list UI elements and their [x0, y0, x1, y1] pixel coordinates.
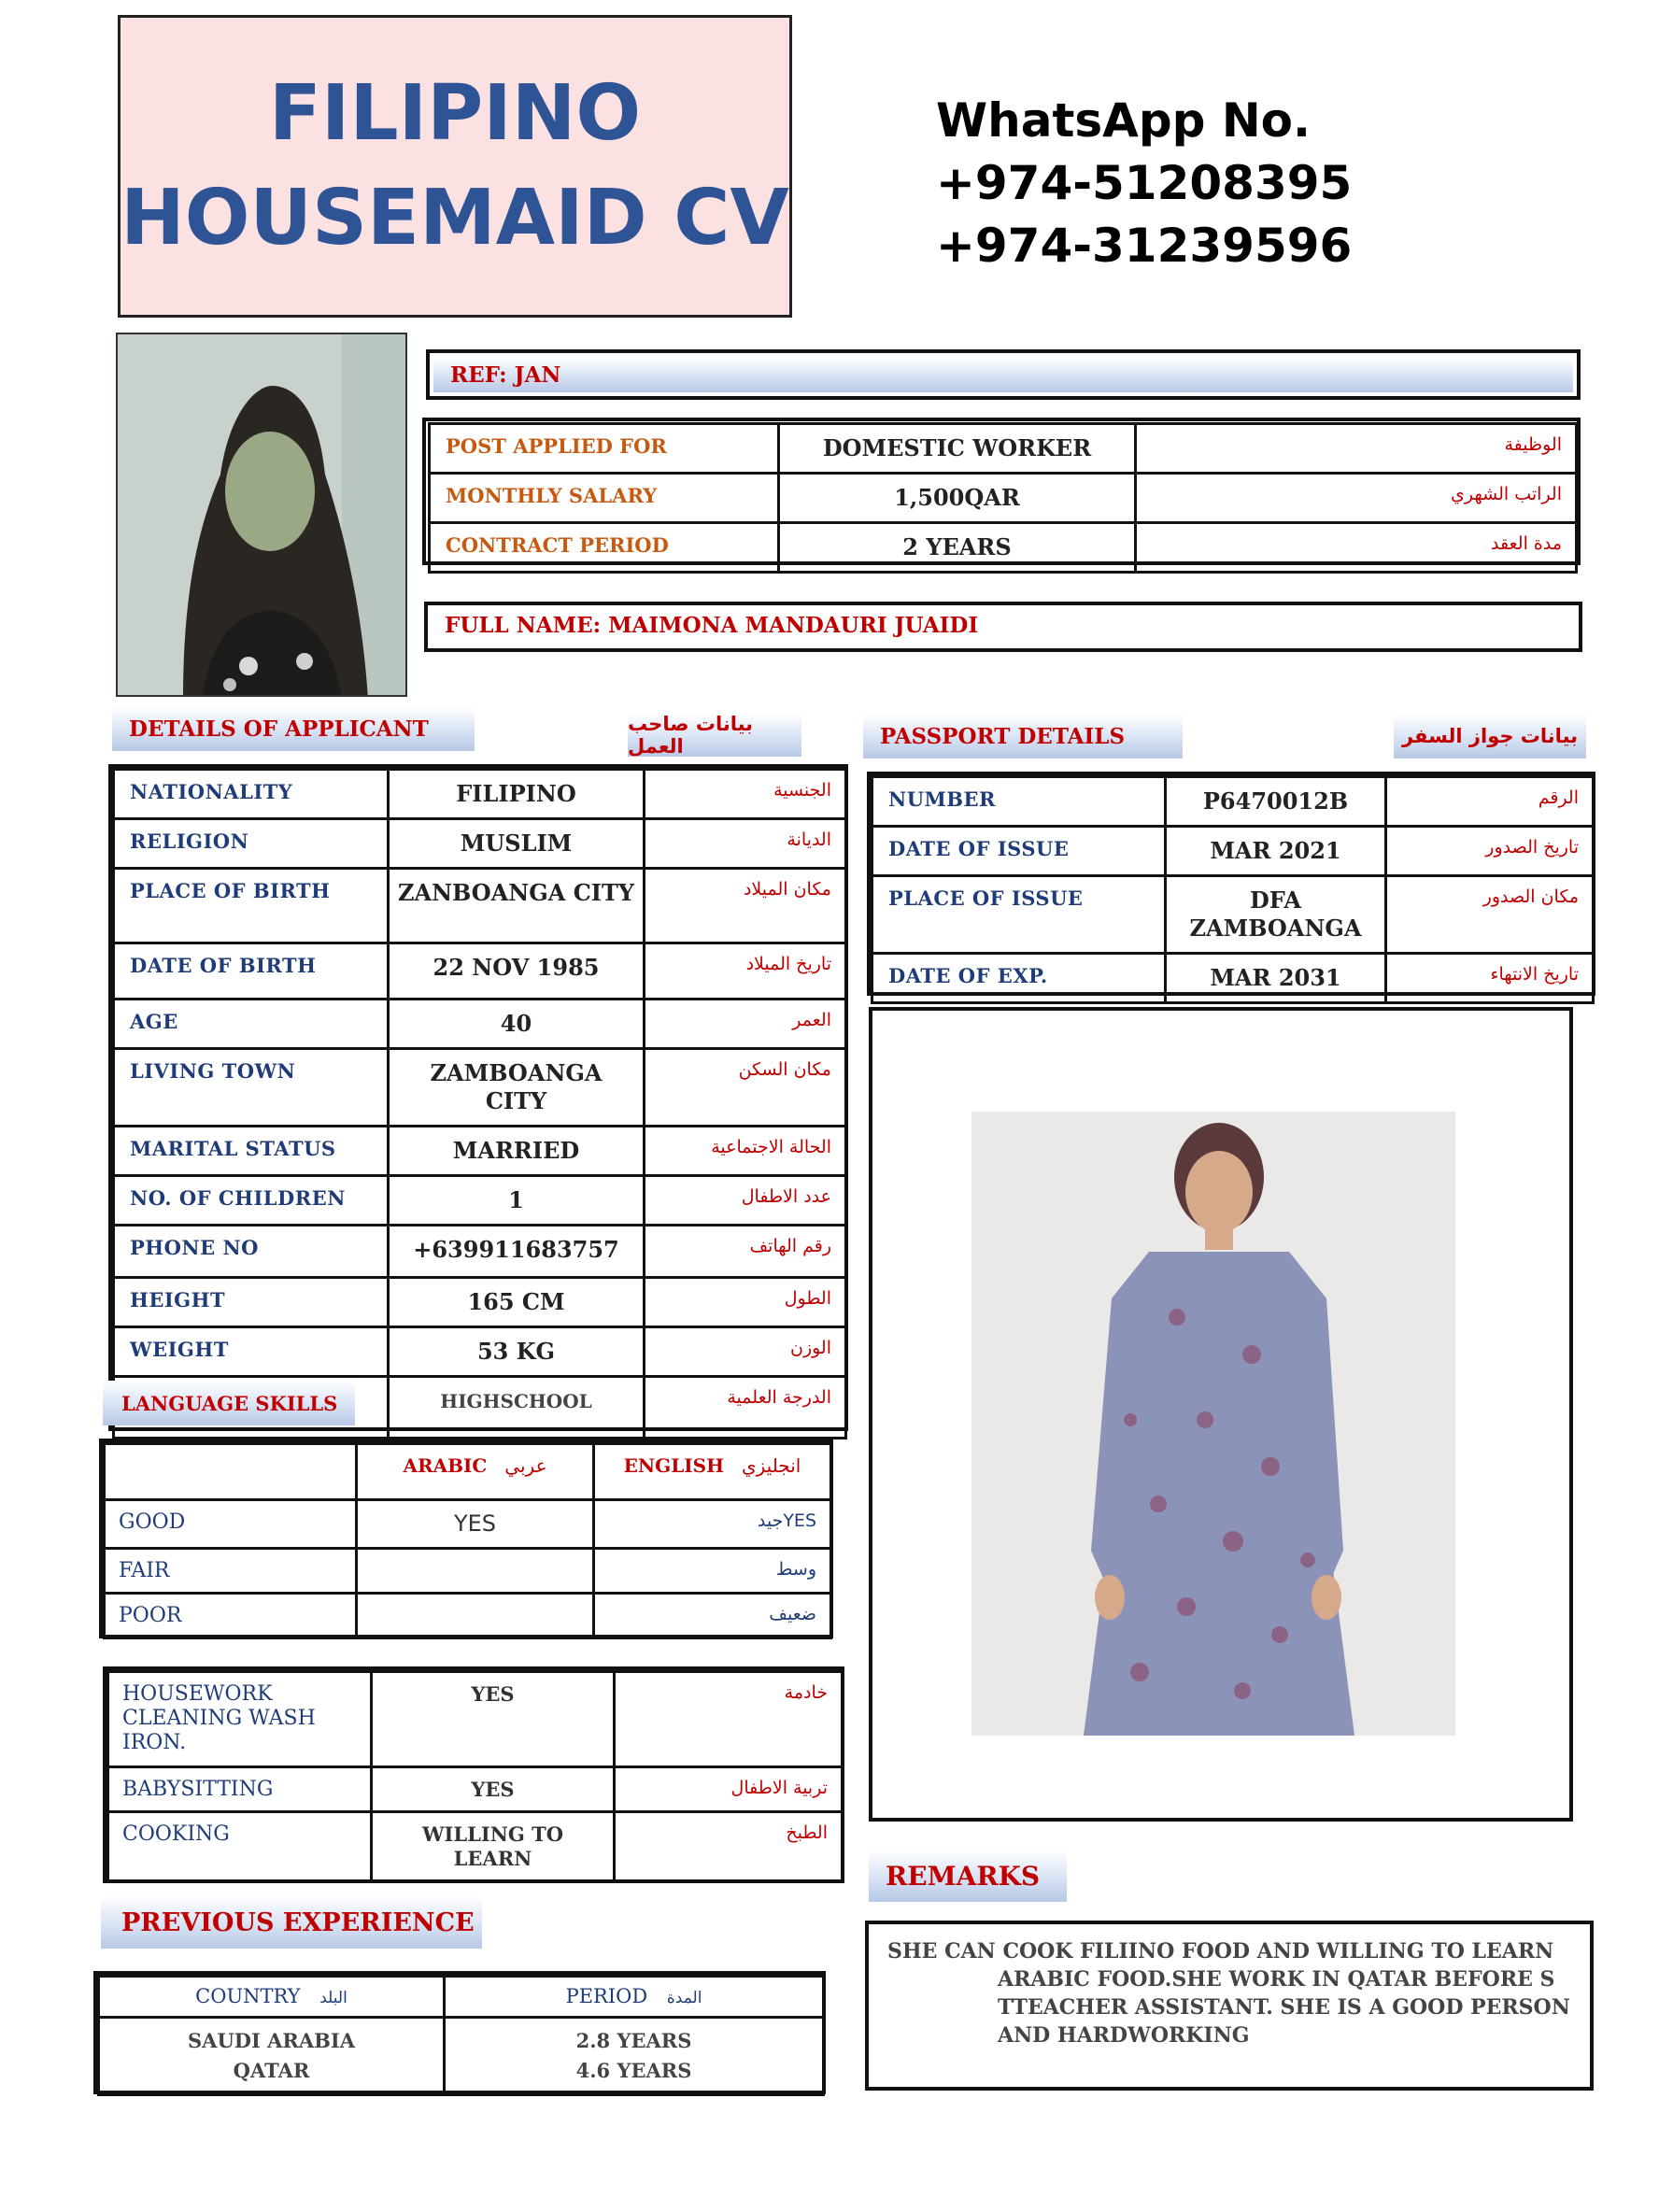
applicant-value: 53 KG: [389, 1327, 645, 1377]
language-level: FAIR: [105, 1549, 357, 1594]
table-row: [430, 474, 1577, 523]
language-header: LANGUAGE SKILLS: [103, 1381, 355, 1425]
remarks-text: SHE CAN COOK FILIINO FOOD AND WILLING TO LEARN ARABIC FOOD.SHE WORK IN QATAR BEFORE S TTEACHER ASSISTANT. SHE IS A GOOD PERSON AND HARDWORKING: [887, 1939, 1570, 2048]
applicant-label: RELIGION: [114, 819, 389, 869]
table-row: [114, 1176, 846, 1226]
applicant-value: HIGHSCHOOL: [389, 1377, 645, 1439]
table-row: [105, 1444, 831, 1500]
title-line2: HOUSEMAID CV: [121, 174, 789, 262]
skill-ar: تربية الاطفال: [615, 1767, 843, 1812]
passport-ar: الرقم: [1386, 777, 1594, 827]
job-table: [428, 422, 1578, 574]
experience-country: QATAR: [233, 2059, 310, 2082]
applicant-ar: رقم الهاتف: [645, 1226, 846, 1278]
passport-ar: مكان الصدور: [1386, 876, 1594, 954]
applicant-value: 40: [389, 1000, 645, 1049]
experience-col-period: [445, 1977, 824, 2018]
passport-ar: تاريخ الانتهاء: [1386, 954, 1594, 1003]
experience-col-country-ar: البلد: [319, 1989, 347, 2007]
applicant-ar: عدد الاطفال: [645, 1176, 846, 1226]
experience-col-country-en: COUNTRY: [195, 1985, 301, 2007]
whatsapp-block: [936, 90, 1352, 277]
passport-header-ar: بيانات جواز السفر: [1394, 714, 1586, 759]
applicant-value: MARRIED: [389, 1127, 645, 1176]
applicant-value: +639911683757: [389, 1226, 645, 1278]
experience-countries: [99, 2018, 445, 2095]
skill-value: YES: [372, 1672, 615, 1767]
language-col-english-en: ENGLISH: [623, 1454, 724, 1477]
table-row: [114, 819, 846, 869]
applicant-ar: العمر: [645, 1000, 846, 1049]
applicant-ar: مكان الميلاد: [645, 869, 846, 943]
language-col-english-ar: انجليزي: [741, 1454, 801, 1477]
applicant-label: MARITAL STATUS: [114, 1127, 389, 1176]
applicant-label: PHONE NO: [114, 1226, 389, 1278]
skill-label: HOUSEWORK CLEANING WASH IRON.: [108, 1672, 372, 1767]
table-row: [114, 943, 846, 1000]
job-label: CONTRACT PERIOD: [430, 523, 779, 573]
language-english-value: ضعيف: [594, 1594, 831, 1638]
whatsapp-number-1: +974-51208395: [936, 156, 1353, 210]
job-label: POST APPLIED FOR: [430, 424, 779, 474]
table-row: [99, 1977, 824, 2018]
applicant-ar: الدرجة العلمية: [645, 1377, 846, 1439]
applicant-value: ZANBOANGA CITY: [389, 869, 645, 943]
full-body-photo: [971, 1112, 1455, 1736]
table-row: [105, 1500, 831, 1549]
table-row: [114, 1000, 846, 1049]
experience-col-period-ar: المدة: [666, 1989, 702, 2007]
table-row: [872, 777, 1594, 827]
experience-table: [97, 1975, 825, 2096]
applicant-table: [112, 768, 847, 1439]
passport-table: [871, 775, 1595, 1004]
applicant-value: MUSLIM: [389, 819, 645, 869]
language-col-arabic-ar: عربي: [504, 1454, 547, 1477]
experience-period: 2.8 YEARS: [575, 2029, 692, 2052]
experience-col-period-en: PERIOD: [565, 1985, 648, 2007]
applicant-value: 165 CM: [389, 1278, 645, 1327]
full-name: FULL NAME: MAIMONA MANDAURI JUAIDI: [445, 613, 979, 638]
passport-ar: تاريخ الصدور: [1386, 827, 1594, 876]
job-label: MONTHLY SALARY: [430, 474, 779, 523]
applicant-label: NO. OF CHILDREN: [114, 1176, 389, 1226]
table-row: [114, 1127, 846, 1176]
language-corner-cell: [105, 1444, 357, 1500]
applicant-ar: تاريخ الميلاد: [645, 943, 846, 1000]
passport-value: DFA ZAMBOANGA: [1166, 876, 1386, 954]
skill-ar: الطبخ: [615, 1812, 843, 1882]
table-row: [114, 1327, 846, 1377]
table-row: [114, 1049, 846, 1127]
language-table: [103, 1442, 832, 1639]
applicant-value: 22 NOV 1985: [389, 943, 645, 1000]
whatsapp-number-2: +974-31239596: [936, 219, 1353, 273]
skill-label: COOKING: [108, 1812, 372, 1882]
experience-periods: [445, 2018, 824, 2095]
table-row: [108, 1767, 843, 1812]
applicant-value: FILIPINO: [389, 770, 645, 819]
applicant-label: LIVING TOWN: [114, 1049, 389, 1127]
remarks-box: [865, 1921, 1594, 2091]
experience-header: PREVIOUS EXPERIENCE: [101, 1896, 482, 1949]
table-row: [430, 424, 1577, 474]
job-value: 2 YEARS: [779, 523, 1136, 573]
table-row: [105, 1594, 831, 1638]
table-row: [872, 827, 1594, 876]
table-row: [872, 876, 1594, 954]
passport-label: PLACE OF ISSUE: [872, 876, 1166, 954]
full-body-photo-icon: [971, 1112, 1455, 1736]
applicant-ar: الوزن: [645, 1327, 846, 1377]
passport-label: NUMBER: [872, 777, 1166, 827]
portrait-photo-icon: [118, 334, 407, 697]
language-english-value: YESجيد: [594, 1500, 831, 1549]
language-arabic-value: YES: [357, 1500, 594, 1549]
language-arabic-value: [357, 1594, 594, 1638]
passport-header: PASSPORT DETAILS: [863, 714, 1183, 759]
job-ar: الراتب الشهري: [1136, 474, 1577, 523]
experience-country: SAUDI ARABIA: [187, 2029, 356, 2052]
table-row: [114, 770, 846, 819]
skill-value: YES: [372, 1767, 615, 1812]
applicant-label: HEIGHT: [114, 1278, 389, 1327]
table-row: [430, 523, 1577, 573]
passport-label: DATE OF EXP.: [872, 954, 1166, 1003]
applicant-ar: الحالة الاجتماعية: [645, 1127, 846, 1176]
language-col-arabic-en: ARABIC: [403, 1454, 488, 1477]
passport-label: DATE OF ISSUE: [872, 827, 1166, 876]
applicant-header: DETAILS OF APPLICANT: [112, 706, 475, 751]
language-level: GOOD: [105, 1500, 357, 1549]
remarks-header: REMARKS: [869, 1850, 1067, 1902]
table-row: [872, 954, 1594, 1003]
applicant-header-ar: بيانات صاحب العمل: [628, 714, 801, 757]
applicant-ar: الطول: [645, 1278, 846, 1327]
passport-value: P6470012B: [1166, 777, 1386, 827]
language-level: POOR: [105, 1594, 357, 1638]
experience-period: 4.6 YEARS: [575, 2059, 692, 2082]
table-row: [114, 869, 846, 943]
job-value: DOMESTIC WORKER: [779, 424, 1136, 474]
language-arabic-value: [357, 1549, 594, 1594]
table-row: [99, 2018, 824, 2095]
passport-value: MAR 2031: [1166, 954, 1386, 1003]
table-row: [105, 1549, 831, 1594]
applicant-ar: الديانة: [645, 819, 846, 869]
applicant-label: PLACE OF BIRTH: [114, 869, 389, 943]
applicant-ar: الجنسية: [645, 770, 846, 819]
applicant-label: WEIGHT: [114, 1327, 389, 1377]
job-value: 1,500QAR: [779, 474, 1136, 523]
language-col-english: [594, 1444, 831, 1500]
whatsapp-label: WhatsApp No.: [936, 93, 1312, 148]
table-row: [114, 1226, 846, 1278]
applicant-label: AGE: [114, 1000, 389, 1049]
table-row: [108, 1672, 843, 1767]
applicant-value: ZAMBOANGA CITY: [389, 1049, 645, 1127]
portrait-photo: [116, 333, 407, 697]
table-row: [114, 1278, 846, 1327]
job-ar: الوظيفة: [1136, 424, 1577, 474]
applicant-ar: مكان السكن: [645, 1049, 846, 1127]
skills-table: [106, 1670, 844, 1883]
title-line1: FILIPINO: [268, 69, 642, 158]
applicant-label: DATE OF BIRTH: [114, 943, 389, 1000]
language-english-value: وسط: [594, 1549, 831, 1594]
experience-col-country: [99, 1977, 445, 2018]
full-name-box: [424, 602, 1582, 652]
applicant-label: NATIONALITY: [114, 770, 389, 819]
table-row: [108, 1812, 843, 1882]
passport-value: MAR 2021: [1166, 827, 1386, 876]
title-box: [118, 15, 792, 318]
skill-ar: خادمة: [615, 1672, 843, 1767]
ref-box: [426, 349, 1581, 400]
job-ar: مدة العقد: [1136, 523, 1577, 573]
ref-label: REF: JAN: [433, 357, 1573, 392]
skill-label: BABYSITTING: [108, 1767, 372, 1812]
skill-value: WILLING TO LEARN: [372, 1812, 615, 1882]
language-col-arabic: [357, 1444, 594, 1500]
applicant-value: 1: [389, 1176, 645, 1226]
